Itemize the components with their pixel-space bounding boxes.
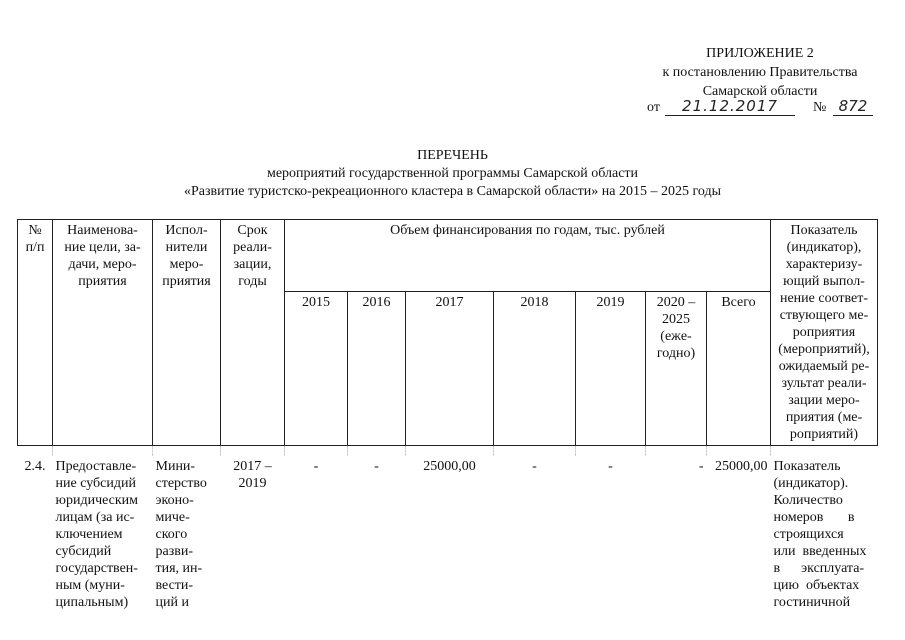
header-year-2019: 2019	[576, 291, 646, 445]
row-name: Предоставле- ние субсидий юридическим лицам (за ис- ключением субсидий государствен- ным (муни- ципальным)	[55, 459, 139, 610]
row-2020-2025: -	[698, 459, 704, 474]
row-2016: -	[374, 459, 379, 474]
header-year-2018: 2018	[494, 291, 576, 445]
header-executor: Испол- нители меро- приятия	[153, 220, 221, 446]
row-2017: 25000,00	[423, 459, 476, 474]
header-year-2020-2025: 2020 – 2025 (ежe- годно)	[646, 291, 707, 445]
row-2015: -	[313, 459, 319, 474]
header-indicator: Показатель (индикатор), характеризу- ющий выпол- нение соответ- ствующего ме- роприятия (мероприятий), ожидаемый ре- зультат реали- зации меро- приятия (ме- роприятий)	[771, 220, 878, 446]
appendix-block	[655, 44, 865, 101]
title-heading: ПЕРЕЧЕНЬ	[417, 148, 488, 163]
header-financing: Объем финансирования по годам, тыс. рублей	[285, 220, 771, 292]
row-total: 25000,00	[715, 459, 768, 474]
title-subheading: мероприятий государственной программы Самарской области	[266, 166, 639, 181]
spacer-row	[18, 446, 878, 457]
header-num: № п/п	[18, 220, 53, 446]
header-year-2017: 2017	[406, 291, 494, 445]
decree-date: 21.12.2017	[665, 97, 795, 116]
row-term: 2017 – 2019	[233, 459, 272, 491]
header-total: Всего	[707, 291, 771, 445]
appendix-decree: к постановлению Правительства	[662, 65, 858, 80]
header-year-2015: 2015	[285, 291, 348, 445]
document-title	[0, 147, 905, 201]
appendix-title: ПРИЛОЖЕНИЕ 2	[706, 46, 814, 61]
row-indicator: Показатель (индикатор). Количество номеров в строящихся или введенных в эксплуата- цию объектах гостиничной	[773, 459, 867, 610]
row-executor: Мини- стерство эконо- миче- ского разви- тия, ин- вести- ций и	[155, 459, 207, 610]
row-num: 2.4.	[24, 459, 46, 474]
measures-table	[17, 219, 878, 613]
header-row-top	[18, 220, 878, 292]
decree-number: 872	[833, 97, 873, 116]
header-name: Наименова- ние цели, за- дачи, меро- приятия	[53, 220, 153, 446]
decree-date-line	[647, 97, 887, 120]
row-2019: -	[608, 459, 613, 474]
header-term: Срок реали- зации, годы	[221, 220, 285, 446]
row-2018: -	[532, 459, 537, 474]
number-sign: №	[813, 100, 827, 115]
title-program-name: «Развитие туристско-рекреационного кластера в Самарской области» на 2015 – 2025 годы	[183, 184, 722, 199]
header-year-2016: 2016	[348, 291, 406, 445]
table-row	[18, 456, 878, 613]
date-prefix: от	[647, 100, 660, 115]
appendix-region: Самарской области	[702, 84, 818, 99]
